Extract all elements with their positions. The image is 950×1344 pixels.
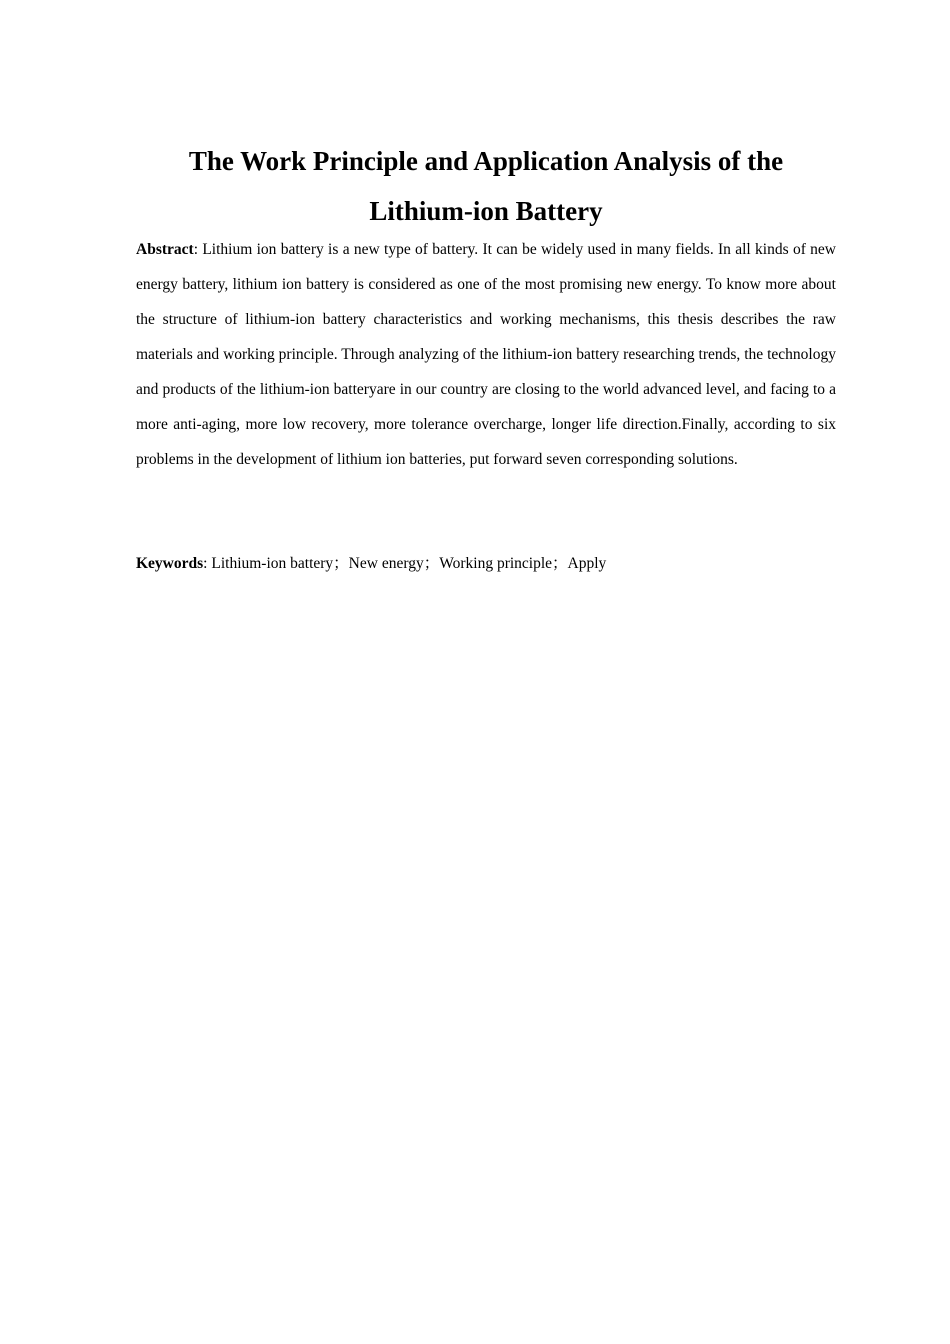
abstract-paragraph — [136, 232, 836, 477]
abstract-text: Lithium ion battery is a new type of battery. It can be widely used in many fields. In all kinds of new energy battery, lithium ion battery is considered as one of the most promising new energy. To know more about the structure of lithium-ion battery characteristics and working mechanisms, this thesis describes the raw materials and working principle. Through analyzing of the lithium-ion battery researching trends, the technology and products of the lithium-ion batteryare in our country are closing to the world advanced level, and facing to a more anti-aging, more low recovery, more tolerance overcharge, longer life direction.Finally, according to six problems in the development of lithium ion batteries, put forward seven corresponding solutions. — [136, 241, 836, 468]
abstract-separator: : — [193, 241, 203, 258]
paper-title-line-2: Lithium-ion Battery — [369, 196, 603, 226]
abstract-label: Abstract — [136, 241, 194, 258]
paper-title-line-1: The Work Principle and Application Analysis of the — [188, 146, 784, 176]
keywords-separator: : — [203, 555, 212, 572]
keywords-text: Lithium-ion battery；New energy；Working principle；Apply — [211, 555, 607, 572]
keywords-paragraph — [136, 546, 836, 581]
keywords-label: Keywords — [136, 555, 204, 572]
paper-title — [136, 136, 836, 236]
